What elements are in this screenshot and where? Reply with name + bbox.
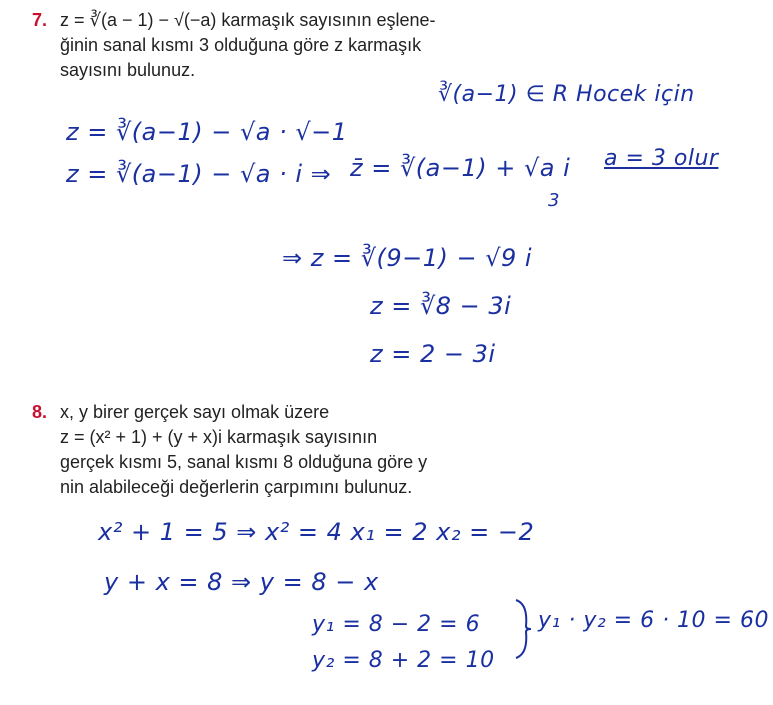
handwritten-under-note: 3 xyxy=(548,190,560,211)
handwritten-eq-1: x² + 1 = 5 ⇒ x² = 4 x₁ = 2 x₂ = −2 xyxy=(98,518,535,546)
problem-8-number: 8. xyxy=(32,402,48,422)
handwritten-step-3: ⇒ z = ∛(9−1) − √9 i xyxy=(282,244,533,272)
handwritten-note: ∛(a−1) ∈ R Hocek için xyxy=(438,82,695,107)
handwritten-answer-7: z = 2 − 3i xyxy=(370,340,496,368)
problem-7-line-1: z = ∛(a − 1) − √(−a) karmaşık sayısının eşlene- xyxy=(60,10,436,30)
handwritten-product: y₁ · y₂ = 6 · 10 = 60 xyxy=(538,608,769,633)
problem-7 xyxy=(32,8,556,83)
handwritten-step-2: z = ∛(a−1) − √a · i ⇒ xyxy=(66,160,332,188)
handwritten-eq-3: y₁ = 8 − 2 = 6 xyxy=(312,612,481,637)
handwritten-eq-2: y + x = 8 ⇒ y = 8 − x xyxy=(104,568,379,596)
problem-8-line-3: gerçek kısmı 5, sanal kısmı 8 olduğuna göre y xyxy=(60,452,428,472)
handwritten-step-1: z = ∛(a−1) − √a · √−1 xyxy=(66,118,348,146)
problem-8-line-2: z = (x² + 1) + (y + x)i karmaşık sayısının xyxy=(60,427,378,447)
handwritten-conclusion: a = 3 olur xyxy=(604,146,719,171)
problem-7-line-3: sayısını bulunuz. xyxy=(60,60,196,80)
problem-8-line-4: nin alabileceği değerlerin çarpımını bulunuz. xyxy=(60,477,413,497)
handwritten-eq-4: y₂ = 8 + 2 = 10 xyxy=(312,648,495,673)
problem-7-line-2: ğinin sanal kısmı 3 olduğuna göre z karmaşık xyxy=(60,35,422,55)
handwritten-step-4: z = ∛8 − 3i xyxy=(370,292,512,320)
problem-8 xyxy=(32,400,556,500)
problem-8-line-1: x, y birer gerçek sayı olmak üzere xyxy=(60,402,330,422)
problem-7-number: 7. xyxy=(32,10,48,30)
handwritten-brace xyxy=(514,598,532,660)
handwritten-conjugate: z̄ = ∛(a−1) + √a i xyxy=(350,154,571,182)
